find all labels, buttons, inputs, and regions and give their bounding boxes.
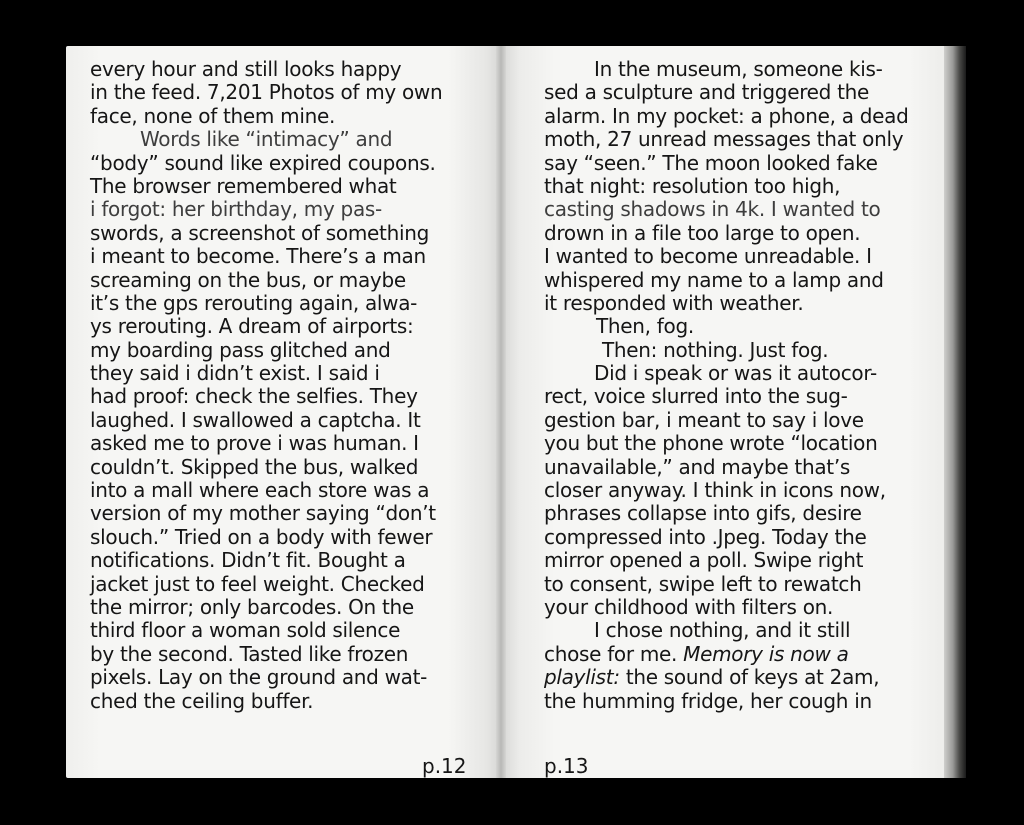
text-line: version of my mother saying “don’t [90,501,436,526]
text-line: you but the phone wrote “location [544,431,878,456]
text-line: mirror opened a poll. Swipe right [544,548,864,573]
text-line: screaming on the bus, or maybe [90,267,406,292]
text-line: they said i didn’t exist. I said i [90,361,380,386]
text-line: your childhood with filters on. [544,594,834,619]
text-line: in the feed. 7,201 Photos of my own [90,80,443,105]
text-line: it’s the gps rerouting again, alwa- [90,290,418,315]
text-line: “body” sound like expired coupons. [90,150,436,175]
text-line [544,666,926,689]
text-line: closer anyway. I think in icons now, [544,478,886,503]
text-line: that night: resolution too high, [544,173,841,198]
text-line: I wanted to become unreadable. I [544,244,872,269]
text-line: jacket just to feel weight. Checked [90,571,425,596]
text-line [544,643,926,666]
italic-text-run: playlist: [544,665,620,690]
text-line: unavailable,” and maybe that’s [544,454,851,479]
text-line: sed a sculpture and triggered the [544,80,870,105]
page-edge-stack [944,46,966,778]
text-line: phrases collapse into gifs, desire [544,501,862,526]
text-run: the sound of keys at 2am, [625,665,880,690]
page-number-right: p.13 [544,754,589,778]
text-line: whispered my name to a lamp and [544,267,884,292]
text-line: my boarding pass glitched and [90,337,391,362]
text-line: Words like “intimacy” and [140,127,393,152]
italic-text-run: Memory is now a [683,641,849,666]
right-page-text [544,58,926,713]
text-line: notifications. Didn’t fit. Bought a [90,548,406,573]
text-line: ched the ceiling buffer. [90,688,314,713]
text-run: chose for me. [544,641,678,666]
text-line: ys rerouting. A dream of airports: [90,314,414,339]
text-line: I chose nothing, and it still [594,618,851,643]
text-line: Did i speak or was it autocor- [594,361,877,386]
text-line: slouch.” Tried on a body with fewer [90,524,433,549]
text-line: face, none of them mine. [90,103,336,128]
text-line: compressed into .Jpeg. Today the [544,524,867,549]
text-line: every hour and still looks happy [90,57,402,81]
text-line: couldn’t. Skipped the bus, walked [90,454,419,479]
text-line: i forgot: her birthday, my pas- [90,197,382,222]
text-line: gestion bar, i meant to say i love [544,407,864,432]
text-line: i meant to become. There’s a man [90,244,426,269]
text-line: pixels. Lay on the ground and wat- [90,665,428,690]
left-page-text [90,58,476,713]
text-line: into a mall where each store was a [90,478,430,503]
text-line: say “seen.” The moon looked fake [544,150,878,175]
page-number-left: p.12 [422,754,467,778]
book-spread [66,46,966,778]
text-line: to consent, swipe left to rewatch [544,571,862,596]
text-line: The browser remembered what [90,173,397,198]
text-line: third floor a woman sold silence [90,618,401,643]
text-line: moth, 27 unread messages that only [544,127,904,152]
text-line: by the second. Tasted like frozen [90,641,409,666]
text-line: swords, a screenshot of something [90,220,429,245]
text-line: casting shadows in 4k. I wanted to [544,197,881,222]
book-gutter [496,46,506,778]
text-line: the mirror; only barcodes. On the [90,594,414,619]
text-line: alarm. In my pocket: a phone, a dead [544,103,909,128]
text-line: it responded with weather. [544,290,804,315]
text-line: had proof: check the selfies. They [90,384,418,409]
text-line: Then, fog. [596,314,694,339]
text-line: rect, voice slurred into the sug- [544,384,848,409]
text-line: the humming fridge, her cough in [544,688,872,713]
text-line: asked me to prove i was human. I [90,431,419,456]
text-line: In the museum, someone kis- [594,57,883,81]
text-line: laughed. I swallowed a captcha. It [90,407,421,432]
text-line: drown in a file too large to open. [544,220,861,245]
text-line: Then: nothing. Just fog. [602,337,829,362]
